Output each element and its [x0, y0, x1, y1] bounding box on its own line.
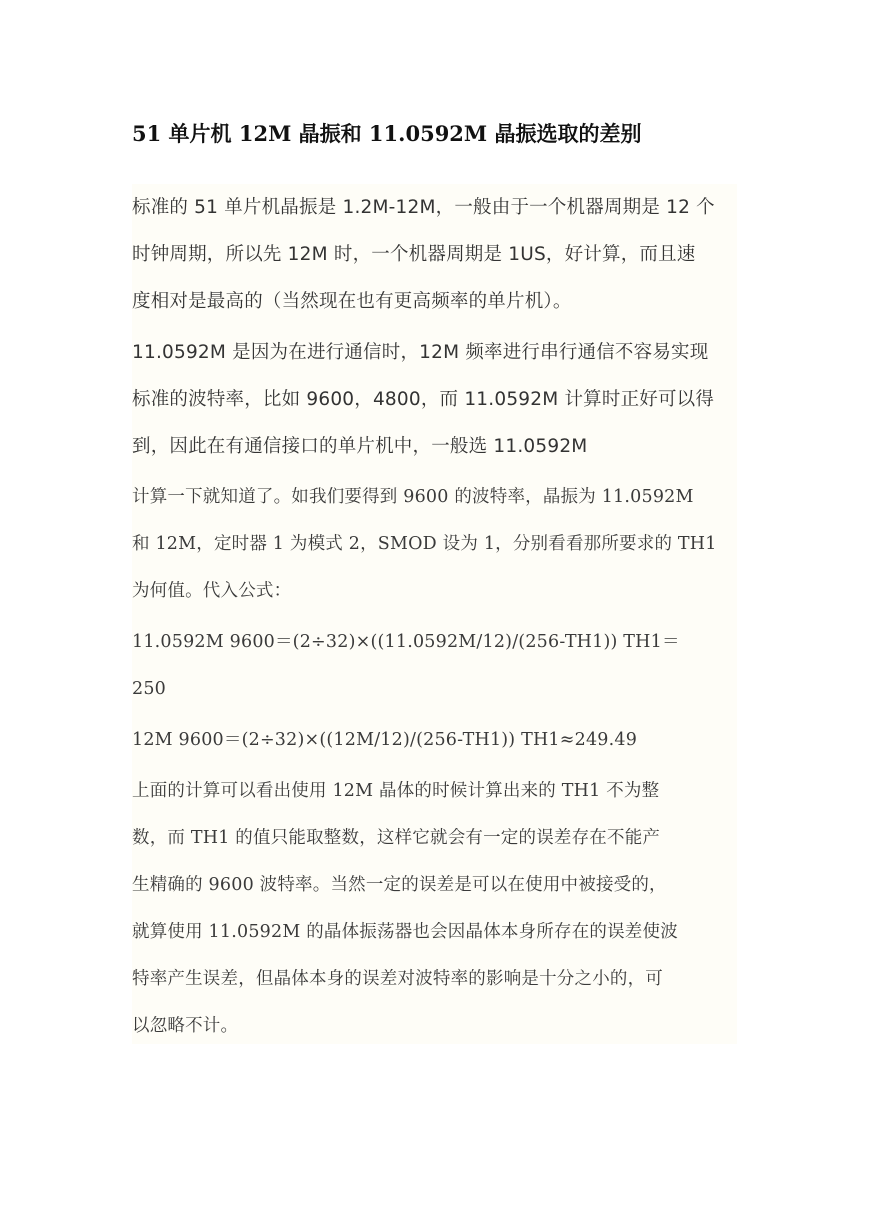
text-line: 为何值。代入公式：	[132, 581, 292, 601]
paragraph-conclusion	[132, 768, 737, 1050]
text-line: 生精确的 9600 波特率。当然一定的误差是可以在使用中被接受的，	[132, 875, 667, 895]
text-line: 到，因此在有通信接口的单片机中，一般选 11.0592M	[132, 436, 588, 457]
text-line: 11.0592M 是因为在进行通信时，12M 频率进行串行通信不容易实现	[132, 342, 709, 363]
text-line: 计算一下就知道了。如我们要得到 9600 的波特率，晶振为 11.0592M	[132, 487, 694, 507]
formula-11-0592m	[132, 619, 737, 713]
document-title: 51 单片机 12M 晶振和 11.0592M 晶振选取的差别	[132, 121, 642, 146]
paragraph-baud-reason	[132, 329, 737, 470]
formula-12m	[132, 717, 737, 764]
text-line: 11.0592M 9600＝(2÷32)×((11.0592M/12)/(256-TH1)) TH1＝	[132, 632, 680, 652]
text-line: 和 12M，定时器 1 为模式 2，SMOD 设为 1，分别看看那所要求的 TH1	[132, 534, 717, 554]
text-line: 就算使用 11.0592M 的晶体振荡器也会因晶体本身所存在的误差使波	[132, 922, 678, 942]
text-line: 数，而 TH1 的值只能取整数，这样它就会有一定的误差存在不能产	[132, 828, 661, 848]
text-line: 12M 9600＝(2÷32)×((12M/12)/(256-TH1)) TH1≈249.49	[132, 730, 638, 750]
paragraph-crystal-intro	[132, 184, 737, 325]
paragraph-calculation-setup	[132, 474, 737, 615]
text-line: 度相对是最高的（当然现在也有更高频率的单片机）。	[132, 291, 572, 312]
text-line: 时钟周期，所以先 12M 时，一个机器周期是 1US，好计算，而且速	[132, 244, 696, 265]
text-line: 上面的计算可以看出使用 12M 晶体的时候计算出来的 TH1 不为整	[132, 781, 660, 801]
text-line: 标准的波特率，比如 9600，4800，而 11.0592M 计算时正好可以得	[132, 389, 715, 410]
text-line: 250	[132, 679, 167, 699]
text-line: 以忽略不计。	[132, 1016, 239, 1036]
text-line: 标准的 51 单片机晶振是 1.2M-12M，一般由于一个机器周期是 12 个	[132, 197, 715, 218]
text-line: 特率产生误差，但晶体本身的误差对波特率的影响是十分之小的，可	[132, 969, 663, 989]
document-body	[132, 184, 737, 1044]
